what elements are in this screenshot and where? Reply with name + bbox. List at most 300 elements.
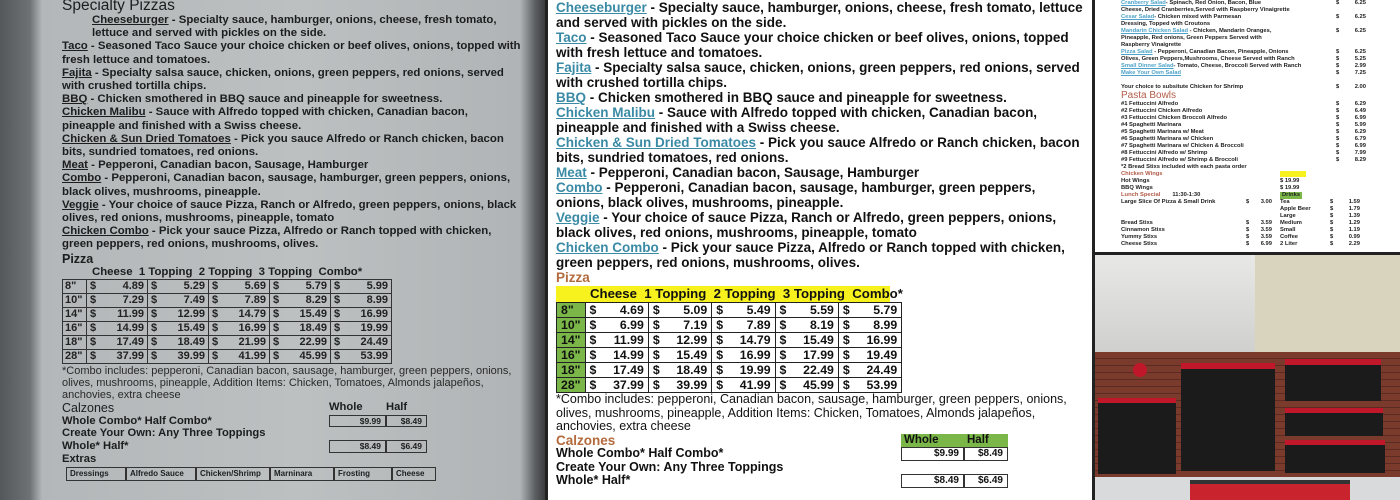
currency: $ bbox=[1336, 49, 1340, 55]
size-cell: 18" bbox=[63, 335, 87, 349]
price-cell: 7.49 bbox=[162, 293, 209, 307]
item-name: Small Dinner Salad bbox=[1121, 63, 1174, 69]
item-price: 6.49 bbox=[1354, 108, 1366, 114]
currency-cell: $ bbox=[87, 321, 101, 335]
lunch-item-name: Large Slice Of Pizza & Small Drink bbox=[1121, 199, 1216, 205]
item-label bbox=[1121, 0, 1336, 7]
specialty-desc: - Pepperoni, Canadian bacon, sausage, hamburger, green peppers, onions, black olives, mushrooms, pineapple. bbox=[62, 172, 511, 198]
calzone-line2: Create Your Own: Any Three Toppings bbox=[62, 427, 266, 440]
currency: $ bbox=[1336, 84, 1340, 90]
price-cell: 14.99 bbox=[101, 321, 148, 335]
specialty-title: Specialty Pizzas bbox=[62, 0, 175, 14]
item-price: 6.25 bbox=[1354, 28, 1366, 34]
specialty-item bbox=[556, 135, 1086, 165]
currency-cell: $ bbox=[712, 303, 727, 318]
currency-cell: $ bbox=[209, 279, 223, 293]
currency: $ bbox=[1330, 234, 1334, 240]
price-cell: 53.99 bbox=[854, 378, 902, 393]
currency-cell: $ bbox=[585, 363, 600, 378]
currency-cell: $ bbox=[648, 303, 663, 318]
menu-row bbox=[1121, 108, 1396, 115]
price-cell: 8.29 bbox=[284, 293, 331, 307]
specialty-desc: - Specialty sauce, hamburger, onions, cheese, fresh tomato, lettuce and served with pickles on the side. bbox=[556, 0, 1083, 30]
calzone-labels bbox=[329, 401, 427, 414]
specialty-item bbox=[556, 90, 1086, 105]
item-name: #7 Spaghetti Marinara w/ Chicken & Broccoli bbox=[1121, 143, 1244, 149]
menu-row bbox=[1121, 227, 1396, 234]
specialty-item bbox=[62, 14, 524, 40]
price-cell: 7.89 bbox=[223, 293, 270, 307]
extras-table bbox=[66, 467, 524, 481]
item-desc: - Chicken mixed with Parmesan bbox=[1154, 14, 1242, 20]
wing-price: $ 19.99 bbox=[1280, 185, 1300, 191]
menu-row bbox=[1121, 63, 1396, 70]
price-cell: 12.99 bbox=[664, 333, 712, 348]
menu-row bbox=[1121, 42, 1396, 49]
currency-cell: $ bbox=[270, 335, 284, 349]
currency-cell: $ bbox=[148, 279, 162, 293]
extras-row bbox=[62, 453, 427, 466]
currency-cell: $ bbox=[648, 348, 663, 363]
currency-cell: $ bbox=[270, 293, 284, 307]
currency-cell: $ bbox=[838, 318, 853, 333]
currency-cell: $ bbox=[585, 378, 600, 393]
menu-row bbox=[1121, 28, 1396, 35]
stix-item-name: Bread Stixs bbox=[1121, 220, 1153, 226]
calzone-own-prices-2 bbox=[901, 474, 1008, 488]
price-cell: 22.49 bbox=[790, 363, 838, 378]
item-name: #6 Spaghetti Marinara w/ Chicken bbox=[1121, 136, 1214, 142]
specialty-item bbox=[556, 30, 1086, 60]
currency-cell: $ bbox=[712, 333, 727, 348]
table-row bbox=[557, 363, 902, 378]
price-cell: 16.99 bbox=[223, 321, 270, 335]
specialty-desc: - Pick you sauce Alfredo or Ranch chicken, bacon bits, sundried tomatoes, red onions. bbox=[556, 135, 1080, 165]
currency-cell: $ bbox=[209, 349, 223, 363]
specialty-item bbox=[62, 159, 524, 172]
item-price: 8.29 bbox=[1354, 157, 1366, 163]
specialty-desc: - Sauce with Alfredo topped with chicken, Canadian bacon, pineapple and finished with a Swiss cheese. bbox=[556, 105, 1038, 135]
item-price: 6.25 bbox=[1354, 49, 1366, 55]
calzone-header-row-2 bbox=[556, 434, 1008, 448]
menu-board-photo bbox=[1095, 255, 1400, 500]
price-cell: 17.99 bbox=[790, 348, 838, 363]
pizza-header-2: Cheese 1 Topping 2 Topping 3 Topping Combo* bbox=[556, 286, 890, 302]
item-label bbox=[1121, 7, 1336, 14]
menu-row bbox=[1121, 136, 1396, 143]
item-price: 6.29 bbox=[1354, 101, 1366, 107]
price-cell: 22.99 bbox=[284, 335, 331, 349]
specialty-desc: - Seasoned Taco Sauce your choice chicken or beef olives, onions, topped with fresh lettuce and tomatoes. bbox=[556, 30, 1069, 60]
item-price: 7.99 bbox=[1354, 150, 1366, 156]
menu-row bbox=[1121, 101, 1396, 108]
currency: $ bbox=[1246, 227, 1250, 233]
calzone-combo-whole-2: $9.99 bbox=[901, 447, 964, 461]
currency-cell: $ bbox=[838, 303, 853, 318]
table-row bbox=[63, 321, 392, 335]
calzone-line2-2: Create Your Own: Any Three Toppings bbox=[556, 459, 784, 474]
menu-row bbox=[1121, 178, 1396, 185]
currency-cell: $ bbox=[331, 293, 345, 307]
item-desc: - Spinach, Red Onion, Bacon, Blue bbox=[1165, 0, 1262, 6]
item-price: 6.29 bbox=[1354, 129, 1366, 135]
price-cell: 21.99 bbox=[223, 335, 270, 349]
specialty-name: Taco bbox=[556, 30, 587, 45]
currency: $ bbox=[1336, 136, 1340, 142]
calzone-own-prices bbox=[329, 440, 427, 453]
item-desc: Raspberry Vinaigrette bbox=[1121, 42, 1182, 48]
menu-row bbox=[1121, 206, 1396, 213]
price-cell: 8.19 bbox=[790, 318, 838, 333]
specialty-item bbox=[556, 165, 1086, 180]
menu-row bbox=[1121, 164, 1396, 171]
specialty-name: Chicken Combo bbox=[62, 225, 149, 238]
board-wings bbox=[1285, 408, 1383, 436]
item-price: 2.99 bbox=[1354, 63, 1366, 69]
specialty-items bbox=[62, 14, 524, 252]
specialty-desc: - Pepperoni, Canadian bacon, Sausage, Hamburger bbox=[586, 165, 920, 180]
drink-name: Apple Beer bbox=[1280, 206, 1311, 212]
price-cell: 8.99 bbox=[345, 293, 392, 307]
item-label bbox=[1121, 101, 1336, 108]
currency-cell: $ bbox=[270, 321, 284, 335]
stix-item-price: 3.59 bbox=[1260, 234, 1272, 240]
specialty-desc: - Chicken smothered in BBQ sauce and pineapple for sweetness. bbox=[586, 90, 1007, 105]
specialty-item bbox=[62, 40, 524, 66]
extras-column: Frosting bbox=[334, 467, 392, 481]
item-label bbox=[1121, 42, 1336, 49]
table-row bbox=[63, 279, 392, 293]
extras-column: Marninara bbox=[270, 467, 334, 481]
currency-cell: $ bbox=[331, 279, 345, 293]
specialty-name: Cheeseburger bbox=[92, 14, 169, 26]
price-cell: 15.49 bbox=[284, 307, 331, 321]
item-price: 6.79 bbox=[1354, 136, 1366, 142]
size-cell: 16" bbox=[63, 321, 87, 335]
price-cell: 18.49 bbox=[162, 335, 209, 349]
currency: $ bbox=[1336, 14, 1340, 20]
price-cell: 5.99 bbox=[345, 279, 392, 293]
item-label bbox=[1121, 14, 1336, 21]
size-cell: 10" bbox=[557, 318, 586, 333]
item-price: 5.99 bbox=[1354, 122, 1366, 128]
currency-cell: $ bbox=[775, 333, 790, 348]
currency-cell: $ bbox=[209, 321, 223, 335]
calzone-own-row-2 bbox=[556, 461, 1008, 475]
price-cell: 14.79 bbox=[727, 333, 775, 348]
price-cell: 45.99 bbox=[284, 349, 331, 363]
menu-column-gray bbox=[62, 0, 524, 481]
specialty-name: Chicken Malibu bbox=[62, 106, 146, 119]
currency-cell: $ bbox=[712, 318, 727, 333]
item-desc: Your choice to subsitute Chicken for Shrimp bbox=[1121, 84, 1244, 90]
drink-price: 0.99 bbox=[1348, 234, 1360, 240]
currency-cell: $ bbox=[838, 363, 853, 378]
table-row bbox=[63, 307, 392, 321]
menu-row bbox=[1121, 77, 1396, 84]
currency-cell: $ bbox=[775, 348, 790, 363]
size-cell: 18" bbox=[557, 363, 586, 378]
specialty-desc: - Specialty salsa sauce, chicken, onions, green peppers, red onions, served with crushed tortilla chips. bbox=[62, 66, 504, 93]
extras-title: Extras bbox=[62, 453, 97, 466]
currency: $ bbox=[1336, 70, 1340, 76]
specialty-desc: - Pepperoni, Canadian bacon, Sausage, Hamburger bbox=[87, 159, 369, 172]
calzone-half-label-2: Half bbox=[967, 433, 989, 446]
currency-cell: $ bbox=[87, 307, 101, 321]
currency-cell: $ bbox=[87, 349, 101, 363]
stix-item-name: Cinnamon Stixs bbox=[1121, 227, 1165, 233]
currency-cell: $ bbox=[148, 335, 162, 349]
price-cell: 16.99 bbox=[345, 307, 392, 321]
currency-cell: $ bbox=[775, 378, 790, 393]
price-cell: 24.49 bbox=[854, 363, 902, 378]
specialty-item bbox=[556, 105, 1086, 135]
item-name: Pizza Salad bbox=[1121, 49, 1153, 55]
menu-row bbox=[1121, 35, 1396, 42]
specialty-desc: - Pick you sauce Alfredo or Ranch chicken, bacon bits, sundried tomatoes, red onions. bbox=[62, 132, 504, 159]
item-desc: Pineapple, Red onions, Green Peppers Served with bbox=[1121, 35, 1262, 41]
size-cell: 10" bbox=[63, 293, 87, 307]
item-name: #4 Spaghetti Marinara bbox=[1121, 122, 1182, 128]
price-cell: 5.79 bbox=[284, 279, 331, 293]
menu-row bbox=[1121, 220, 1396, 227]
currency: $ bbox=[1246, 220, 1250, 226]
item-price: 2.00 bbox=[1354, 84, 1366, 90]
currency: $ bbox=[1336, 150, 1340, 156]
item-name: #9 Fettuccini Alfredo w/ Shrimp & Broccoli bbox=[1121, 157, 1239, 163]
drink-name: Tea bbox=[1280, 199, 1290, 205]
item-label bbox=[1121, 150, 1336, 157]
calzone-combo-half: $8.49 bbox=[386, 415, 427, 428]
specialty-item bbox=[62, 133, 524, 159]
calzone-half-row bbox=[62, 440, 427, 453]
specialty-desc: - Chicken smothered in BBQ sauce and pineapple for sweetness. bbox=[87, 93, 443, 106]
calzones-title-2: Calzones bbox=[556, 432, 616, 448]
price-cell: 18.49 bbox=[284, 321, 331, 335]
price-cell: 17.49 bbox=[600, 363, 648, 378]
menu-photo-gray bbox=[0, 0, 545, 500]
cooler bbox=[1190, 480, 1350, 500]
board-pasta bbox=[1098, 398, 1176, 474]
item-label bbox=[1121, 35, 1336, 42]
item-desc: - Tomato, Cheese, Broccoli Served with Ranch bbox=[1173, 63, 1302, 69]
extras-column: Cheese bbox=[392, 467, 436, 481]
currency-cell: $ bbox=[838, 378, 853, 393]
currency: $ bbox=[1336, 108, 1340, 114]
board-calzones bbox=[1285, 440, 1385, 473]
specialty-item bbox=[62, 199, 524, 225]
currency: $ bbox=[1336, 101, 1340, 107]
specialty-item bbox=[62, 93, 524, 106]
price-cell: 5.59 bbox=[790, 303, 838, 318]
table-row bbox=[63, 349, 392, 363]
specialty-name: Fajita bbox=[62, 66, 92, 79]
currency-cell: $ bbox=[270, 349, 284, 363]
item-desc: Olives, Green Peppers,Mushrooms, Cheese Served with Ranch bbox=[1121, 56, 1295, 62]
currency: $ bbox=[1246, 234, 1250, 240]
price-cell: 41.99 bbox=[223, 349, 270, 363]
price-cell: 19.49 bbox=[854, 348, 902, 363]
price-cell: 19.99 bbox=[727, 363, 775, 378]
menu-scan-salads bbox=[1095, 0, 1400, 252]
price-cell: 16.99 bbox=[727, 348, 775, 363]
menu-row bbox=[1121, 0, 1396, 7]
pizza-logo-icon bbox=[1133, 363, 1147, 377]
calzone-combo-whole: $9.99 bbox=[329, 415, 386, 428]
specialty-item bbox=[62, 172, 524, 198]
calzones-title: Calzones bbox=[62, 400, 115, 415]
price-cell: 14.79 bbox=[223, 307, 270, 321]
currency: $ bbox=[1246, 199, 1250, 205]
specialty-items-2 bbox=[556, 0, 1086, 270]
price-cell: 15.49 bbox=[162, 321, 209, 335]
price-cell: 14.99 bbox=[600, 348, 648, 363]
table-row bbox=[63, 335, 392, 349]
combo-note-2: *Combo includes: pepperoni, Canadian bacon, sausage, hamburger, green peppers, onions, olives, mushrooms, pineapple, Addition Items: Chicken, Tomatoes, Almonds jalapeños, anchovies, extra cheese bbox=[556, 392, 1067, 433]
currency: $ bbox=[1330, 199, 1334, 205]
calzone-own-whole-2: $8.49 bbox=[901, 474, 964, 488]
item-label bbox=[1121, 115, 1336, 122]
item-label bbox=[1121, 63, 1336, 70]
table-row bbox=[63, 293, 392, 307]
currency-cell: $ bbox=[585, 333, 600, 348]
calzone-own-half: $6.49 bbox=[386, 440, 427, 453]
price-cell: 24.49 bbox=[345, 335, 392, 349]
calzone-combo-half-2: $8.49 bbox=[964, 447, 1008, 461]
currency: $ bbox=[1330, 241, 1334, 247]
table-row bbox=[557, 378, 902, 393]
price-cell: 4.69 bbox=[600, 303, 648, 318]
currency-cell: $ bbox=[148, 349, 162, 363]
currency: $ bbox=[1336, 129, 1340, 135]
board-salads bbox=[1285, 359, 1381, 401]
currency-cell: $ bbox=[712, 363, 727, 378]
currency-cell: $ bbox=[648, 378, 663, 393]
wings-title: Chicken Wings bbox=[1121, 171, 1163, 177]
currency: $ bbox=[1246, 241, 1250, 247]
size-cell: 16" bbox=[557, 348, 586, 363]
price-cell: 41.99 bbox=[727, 378, 775, 393]
price-cell: 8.99 bbox=[854, 318, 902, 333]
wing-name: Hot Wings bbox=[1121, 178, 1150, 184]
calzone-half-label: Half bbox=[386, 401, 408, 414]
calzone-half-row-2 bbox=[556, 474, 1008, 488]
lunch-item-price: 3.00 bbox=[1260, 199, 1272, 205]
calzone-combo-prices bbox=[329, 415, 427, 428]
menu-row bbox=[1121, 143, 1396, 150]
menu-row bbox=[1121, 70, 1396, 77]
calzone-line3-2: Whole* Half* bbox=[556, 473, 631, 487]
combo-note: *Combo includes: pepperoni, Canadian bacon, sausage, hamburger, green peppers, onions, olives, mushrooms, pineapple, Addition Items: Chicken, Tomatoes, Almonds jalapeños, anchovies, extra cheese bbox=[62, 364, 512, 401]
wings-highlight bbox=[1280, 171, 1306, 177]
specialty-name: Chicken Combo bbox=[556, 240, 659, 255]
price-cell: 45.99 bbox=[790, 378, 838, 393]
drink-name: Medium bbox=[1280, 220, 1302, 226]
salads-pasta-list bbox=[1121, 0, 1396, 248]
specialty-desc: - Pick your sauce Pizza, Alfredo or Ranch topped with chicken, green peppers, red onions, mushrooms, olives. bbox=[62, 225, 492, 251]
price-cell: 17.49 bbox=[101, 335, 148, 349]
calzone-combo-row-2 bbox=[556, 447, 1008, 461]
item-name: Mandarin Chicken Salad bbox=[1121, 28, 1189, 34]
pizza-header: Cheese 1 Topping 2 Topping 3 Topping Combo* bbox=[92, 265, 363, 278]
currency-cell: $ bbox=[148, 321, 162, 335]
board-pizza bbox=[1181, 363, 1275, 471]
specialty-desc: - Pepperoni, Canadian bacon, sausage, hamburger, green peppers, onions, black olives, mushrooms, pineapple. bbox=[556, 180, 1036, 210]
menu-row bbox=[1121, 171, 1396, 178]
currency: $ bbox=[1336, 157, 1340, 163]
currency-cell: $ bbox=[87, 293, 101, 307]
lunch-title: Lunch Special bbox=[1121, 192, 1161, 198]
calzone-labels-2 bbox=[901, 434, 1008, 447]
menu-row bbox=[1121, 14, 1396, 21]
drink-price: 1.59 bbox=[1348, 199, 1360, 205]
menu-row bbox=[1121, 49, 1396, 56]
drink-name: Coffee bbox=[1280, 234, 1299, 240]
item-price: 7.25 bbox=[1354, 70, 1366, 76]
specialty-item bbox=[556, 180, 1086, 210]
pizza-title-2: Pizza bbox=[556, 270, 590, 285]
specialty-item bbox=[62, 225, 524, 251]
size-cell: 28" bbox=[557, 378, 586, 393]
specialty-desc: - Pick your sauce Pizza, Alfredo or Ranch topped with chicken, green peppers, red onions, mushrooms, olives. bbox=[556, 240, 1065, 270]
specialty-name: BBQ bbox=[62, 93, 88, 106]
currency-cell: $ bbox=[585, 348, 600, 363]
currency-cell: $ bbox=[87, 335, 101, 349]
item-desc: *2 Bread Stixs included with each pasta order bbox=[1121, 164, 1247, 170]
specialty-name: Veggie bbox=[556, 210, 600, 225]
drink-name: 2 Liter bbox=[1280, 241, 1298, 247]
item-desc: - Chicken, Mandarin Oranges, bbox=[1188, 28, 1272, 34]
specialty-desc: - Sauce with Alfredo topped with chicken, Canadian bacon, pineapple and finished with a Swiss cheese. bbox=[62, 106, 468, 132]
item-price: 6.99 bbox=[1354, 143, 1366, 149]
specialty-item bbox=[556, 210, 1086, 240]
drink-price: 1.19 bbox=[1348, 227, 1360, 233]
currency: $ bbox=[1330, 213, 1334, 219]
menu-row bbox=[1121, 122, 1396, 129]
item-label bbox=[1121, 108, 1336, 115]
currency-cell: $ bbox=[148, 307, 162, 321]
item-name: Cesar Salad bbox=[1121, 14, 1155, 20]
item-name: Make Your Own Salad bbox=[1121, 70, 1182, 76]
lunch-time: 11:30-1:30 bbox=[1172, 192, 1201, 198]
lunch-header bbox=[1121, 192, 1272, 199]
item-label bbox=[1121, 164, 1336, 171]
price-cell: 7.89 bbox=[727, 318, 775, 333]
specialty-name: Taco bbox=[62, 40, 88, 53]
specialty-name: Meat bbox=[62, 159, 88, 172]
price-cell: 4.89 bbox=[101, 279, 148, 293]
currency-cell: $ bbox=[775, 303, 790, 318]
item-price: 6.25 bbox=[1354, 0, 1366, 6]
currency-cell: $ bbox=[838, 333, 853, 348]
currency-cell: $ bbox=[331, 307, 345, 321]
stix-item-name: Yummy Stixs bbox=[1121, 234, 1158, 240]
menu-row bbox=[1121, 150, 1396, 157]
price-cell: 6.99 bbox=[600, 318, 648, 333]
price-cell: 19.99 bbox=[345, 321, 392, 335]
menu-row bbox=[1121, 199, 1396, 206]
calzone-whole-label: Whole bbox=[329, 401, 363, 414]
currency-cell: $ bbox=[331, 349, 345, 363]
item-name: #3 Fettuccini Chicken Broccoli Alfredo bbox=[1121, 115, 1228, 121]
drink-price: 1.79 bbox=[1348, 206, 1360, 212]
price-cell: 7.19 bbox=[664, 318, 712, 333]
wing-price: $ 19.99 bbox=[1280, 178, 1300, 184]
currency: $ bbox=[1330, 227, 1334, 233]
currency-cell: $ bbox=[648, 363, 663, 378]
item-desc: - Pepperoni, Canadian Bacon, Pineapple, Onions bbox=[1152, 49, 1289, 55]
table-row bbox=[557, 318, 902, 333]
